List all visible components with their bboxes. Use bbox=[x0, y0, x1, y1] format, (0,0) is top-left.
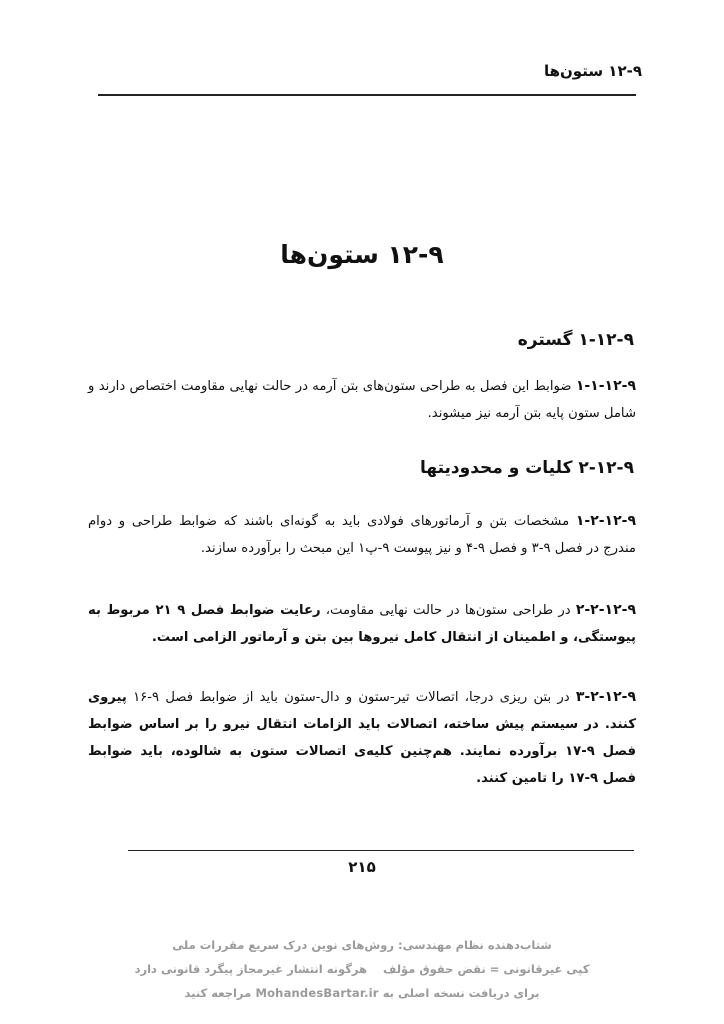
watermark-text: هرگونه انتشار غیرمجاز پیگرد قانونی دارد bbox=[134, 962, 368, 976]
paragraph-bold-text: پیروی کنند. در سیستم پیش ساخته، اتصالات باید الزامات انتقال نیرو را بر اساس ضوابط فصل ۹-۱۷ برآورده نمایند. هم‌چنین کلیه‌ی اتصالات ستون به شالوده، باید ضوابط فصل ۹-۱۷ را تامین کنند. bbox=[88, 690, 636, 786]
paragraph-text: در بتن ریزی درجا، اتصالات تیر-ستون و دال-ستون باید از ضوابط فصل ۹-۱۶ bbox=[126, 690, 570, 705]
running-header: ۱۲-۹ ستون‌ها bbox=[543, 62, 642, 80]
watermark-text: مراجعه کنید bbox=[184, 986, 252, 1000]
footer-divider bbox=[128, 850, 634, 851]
paragraph-number: ۲-۲-۱۲-۹ bbox=[575, 602, 636, 618]
paragraph-number: ۳-۲-۱۲-۹ bbox=[575, 689, 636, 705]
paragraph-text: مشخصات بتن و آرماتورهای فولادی باید به گونه‌ای باشند که ضوابط طراحی و دوام مندرج در فصل ۹-۳ و فصل ۹-۴ و نیز پیوست ۹-پ۱ این مبحث را برآورده سازند. bbox=[88, 514, 636, 556]
paragraph-text: ضوابط این فصل به طراحی ستون‌های بتن آرمه در حالت نهایی مقاومت اختصاص دارند و شامل ستون پایه بتن آرمه نیز میشوند. bbox=[88, 379, 636, 421]
paragraph-number: ۱-۲-۱۲-۹ bbox=[575, 513, 636, 529]
paragraph-text: در طراحی ستون‌ها در حالت نهایی مقاومت، bbox=[320, 603, 571, 618]
watermark-text: برای دریافت نسخه اصلی به bbox=[382, 986, 540, 1000]
paragraph-2-1 bbox=[88, 508, 636, 562]
header-divider bbox=[98, 94, 636, 96]
paragraph-number: ۱-۱-۱۲-۹ bbox=[575, 378, 636, 394]
section-heading-generalities: ۲-۱۲-۹ کلیات و محدودیتها bbox=[420, 458, 634, 478]
watermark-line-3 bbox=[100, 986, 624, 1000]
watermark-site-link[interactable]: MohandesBartar.ir bbox=[255, 986, 379, 1000]
page-number: ۲۱۵ bbox=[348, 858, 376, 876]
watermark-line-1: شتاب‌دهنده نظام مهندسی: روش‌های نوین درک سریع مقررات ملی bbox=[172, 938, 552, 952]
watermark-text: کپی غیرقانونی = نقض حقوق مؤلف bbox=[383, 962, 590, 976]
paragraph-2-2 bbox=[88, 597, 636, 651]
paragraph-1-1 bbox=[88, 373, 636, 427]
watermark-line-2 bbox=[100, 962, 624, 976]
paragraph-bold-text: رعایت ضوابط فصل ۹ ۲۱ مربوط به پیوستگی، و اطمینان از انتقال کامل نیروها بین بتن و آرماتور الزامی است. bbox=[88, 603, 636, 645]
chapter-title: ۱۲-۹ ستون‌ها bbox=[280, 240, 444, 269]
section-heading-scope: ۱-۱۲-۹ گستره bbox=[517, 330, 634, 350]
paragraph-2-3 bbox=[88, 684, 636, 792]
